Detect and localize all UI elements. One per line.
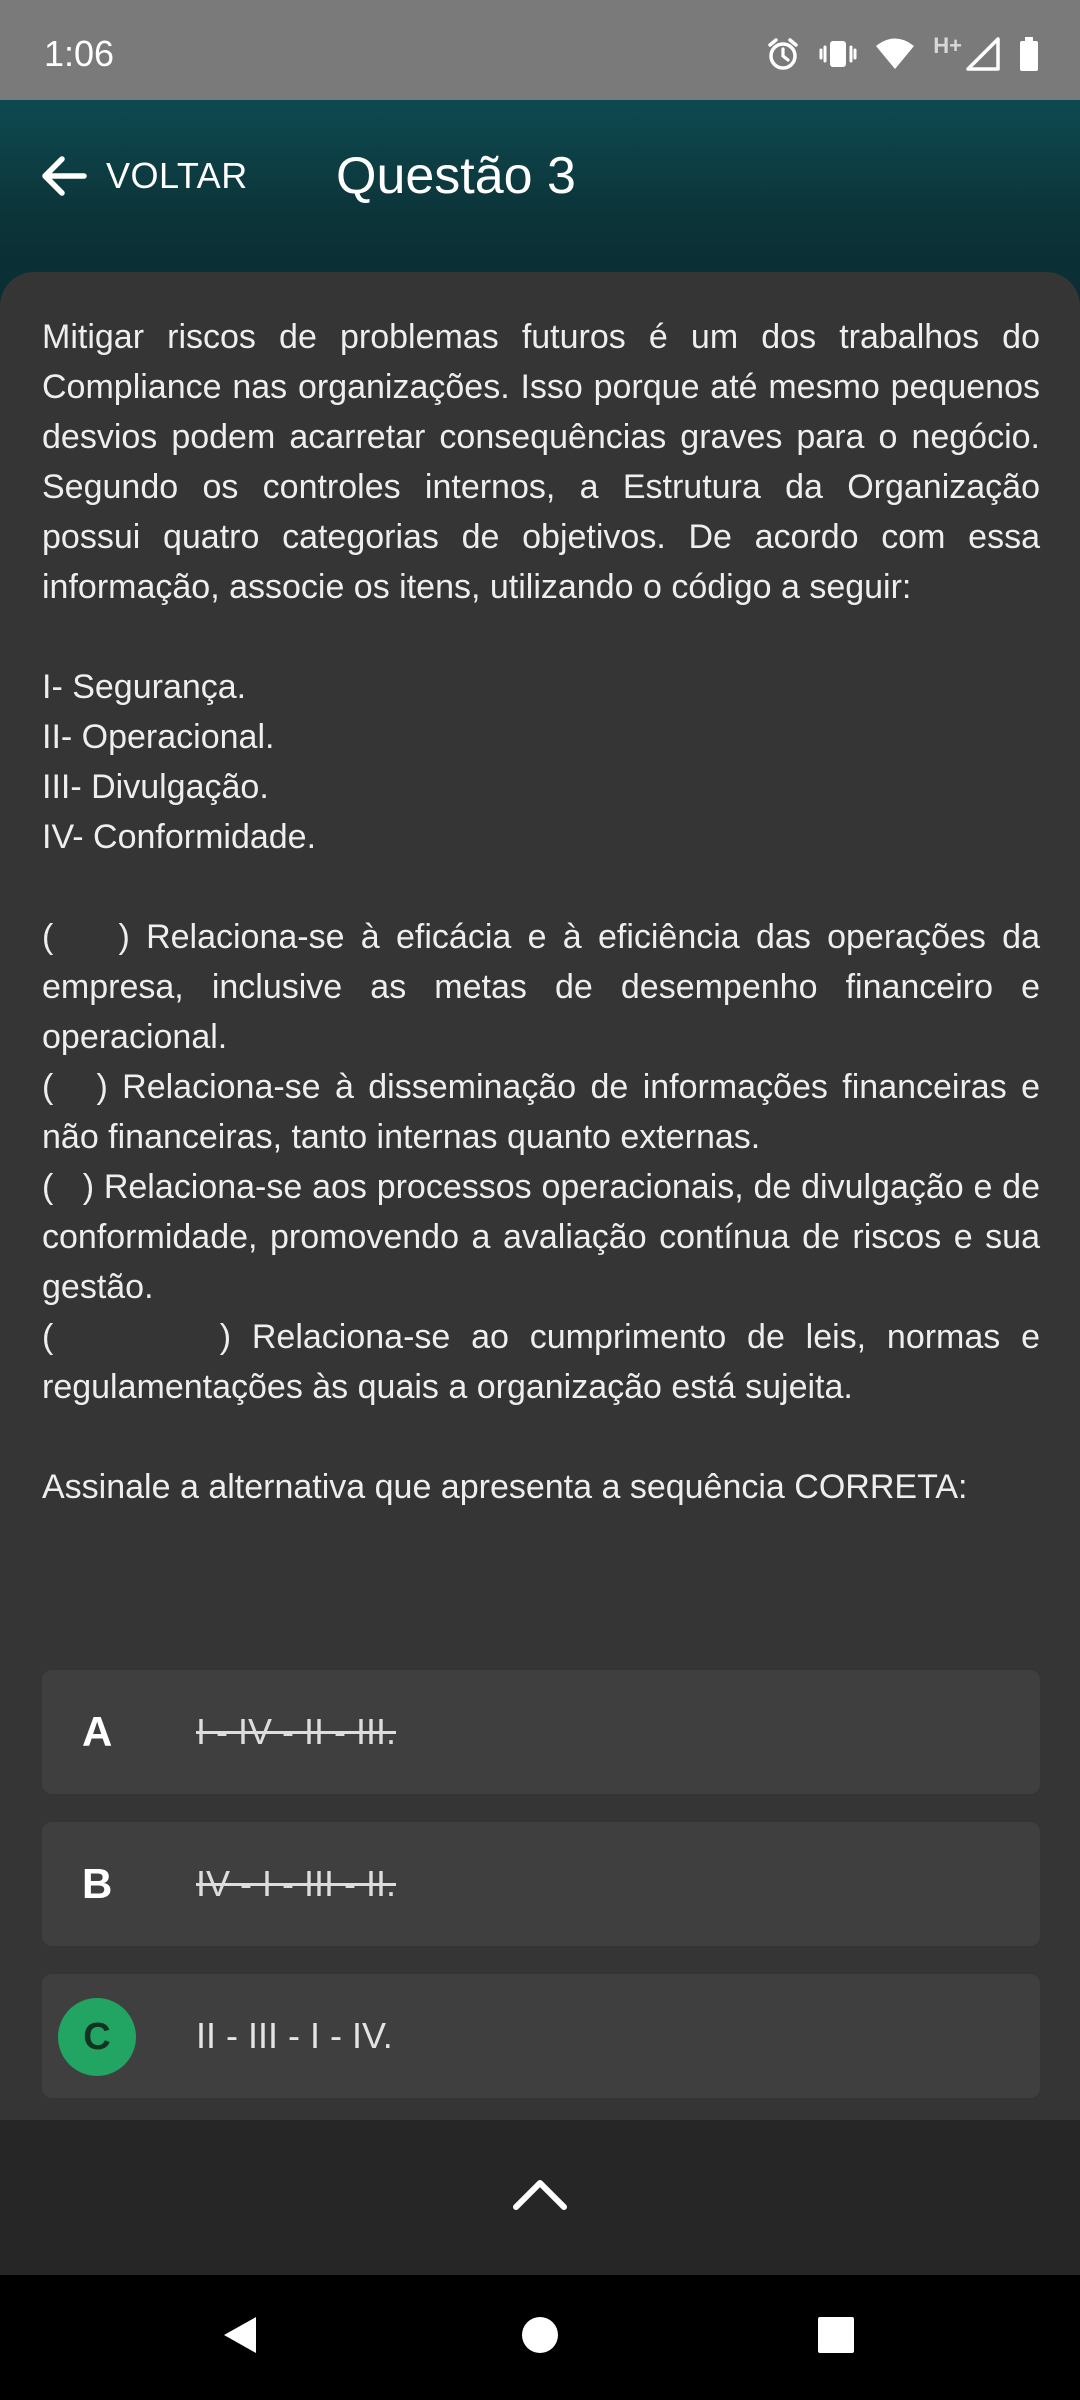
signal-icon [966, 37, 1000, 71]
nav-recents-button[interactable] [804, 2305, 868, 2369]
network-type-label: H+ [933, 33, 962, 58]
category-item: IV- Conformidade. [42, 818, 317, 856]
option-a[interactable] [42, 1670, 1040, 1794]
page-title: Questão 3 [336, 147, 576, 205]
question-card [0, 272, 1080, 2120]
category-item: II- Operacional. [42, 718, 275, 756]
statement-item: ( ) Relaciona-se ao cumprimento de leis, normas e regulamentações às quais a organização está sujeita. [42, 1318, 1040, 1406]
status-time: 1:06 [44, 33, 115, 74]
category-item: I- Segurança. [42, 668, 247, 706]
statement-item: ( ) Relaciona-se à eficácia e à eficiência das operações da empresa, inclusive as metas de desempenho financeiro e operacional. [42, 918, 1040, 1056]
status-icons [765, 34, 1040, 74]
battery-icon [1018, 36, 1040, 72]
chevron-up-icon [510, 2173, 570, 2218]
question-text [42, 312, 1040, 1512]
home-circle-icon [518, 2313, 562, 2362]
bottom-panel [0, 2120, 1080, 2275]
expand-panel-button[interactable] [505, 2160, 575, 2230]
option-b[interactable] [42, 1822, 1040, 1946]
status-bar [0, 0, 1080, 100]
vibrate-icon [819, 36, 857, 72]
alarm-icon [765, 36, 801, 72]
back-label: VOLTAR [106, 155, 248, 196]
option-text: I - IV - II - III. [196, 1711, 397, 1752]
option-c[interactable] [42, 1974, 1040, 2098]
wifi-icon [875, 37, 915, 71]
option-text: II - III - I - IV. [196, 2015, 393, 2056]
statement-item: ( ) Relaciona-se aos processos operacionais, de divulgação e de conformidade, promovendo a avaliação contínua de riscos e sua gestão. [42, 1168, 1040, 1306]
option-letter-selected: C [58, 1998, 136, 2076]
category-item: III- Divulgação. [42, 768, 269, 806]
option-text: IV - I - III - II. [196, 1863, 397, 1904]
nav-home-button[interactable] [508, 2305, 572, 2369]
question-prompt: Assinale a alternativa que apresenta a sequência CORRETA: [42, 1468, 968, 1506]
arrow-left-icon [38, 151, 106, 201]
system-nav-bar [0, 2275, 1080, 2400]
option-letter: B [82, 1860, 113, 1907]
back-triangle-icon [218, 2313, 262, 2362]
recents-square-icon [814, 2313, 858, 2362]
option-letter: A [82, 1708, 113, 1755]
question-intro: Mitigar riscos de problemas futuros é um dos trabalhos do Compliance nas organizações. Isso porque até mesmo pequenos desvios podem acarretar consequências graves para o negócio. Segundo os controles internos, a Estrutura da Organização possui quatro categorias de objetivos. De acordo com essa informação, associe os itens, utilizando o código a seguir: [42, 318, 1040, 606]
nav-back-button[interactable] [208, 2305, 272, 2369]
statement-item: ( ) Relaciona-se à disseminação de informações financeiras e não financeiras, tanto internas quanto externas. [42, 1068, 1040, 1156]
back-button[interactable] [38, 146, 248, 206]
